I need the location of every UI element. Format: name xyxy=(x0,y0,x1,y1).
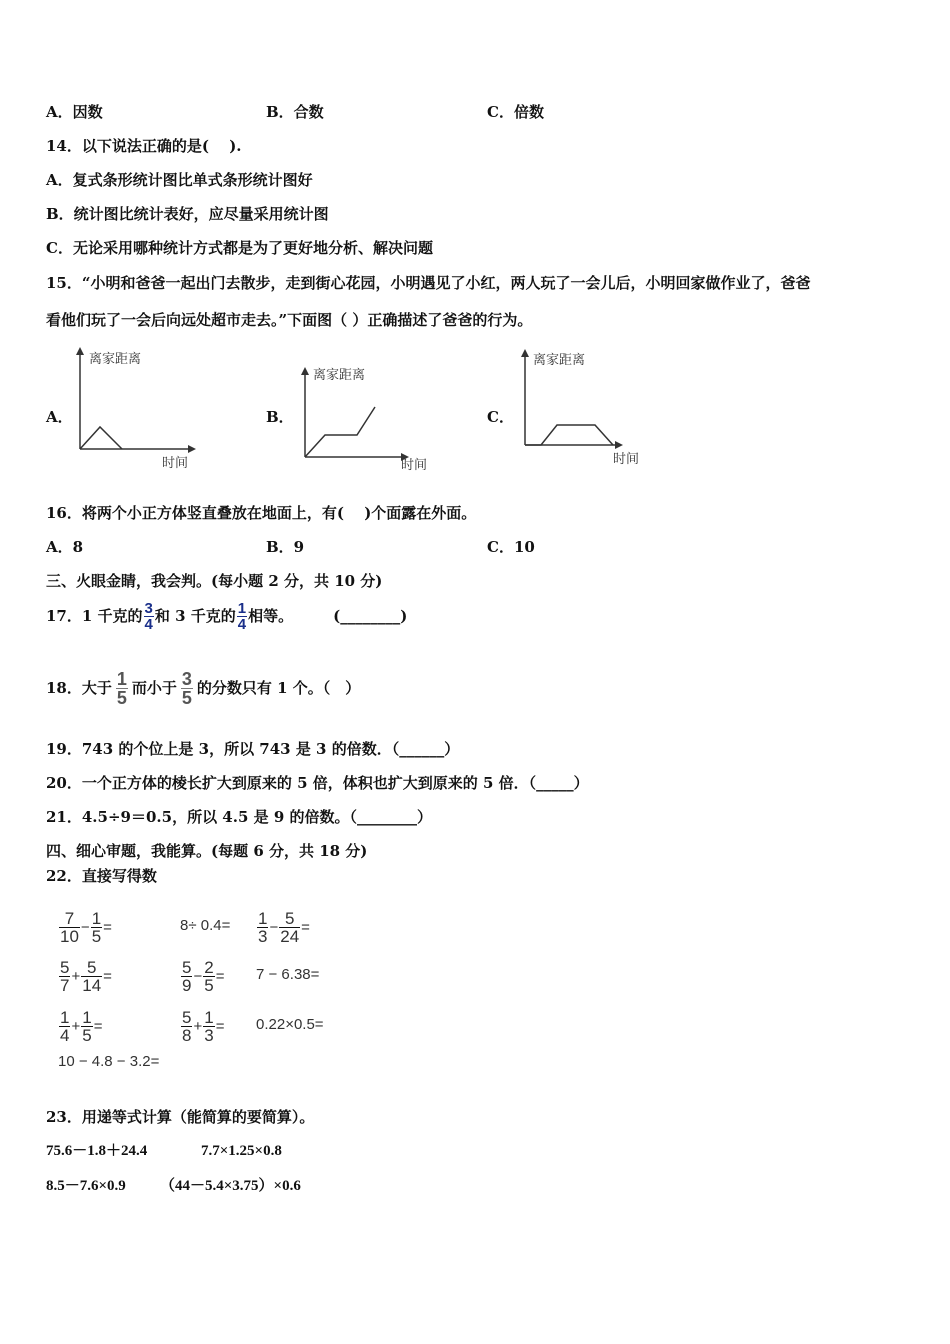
q18-fraction-1-denominator: 5 xyxy=(116,687,127,708)
q17-answer-blank[interactable]: (________) xyxy=(333,607,408,625)
denominator: 14 xyxy=(82,975,102,995)
numerator: 7 xyxy=(64,908,75,928)
q22-expression-2: 8÷ 0.4= xyxy=(180,917,231,934)
q15-stem-line1: 15．“小明和爸爸一起出门去散步，走到街心花园，小明遇见了小红，两人玩了一会儿后，小明回家做作业了，爸爸 xyxy=(46,274,811,292)
q13-option-b: B．合数 xyxy=(266,103,324,121)
q18 xyxy=(46,655,360,721)
q22-e4-fraction-b xyxy=(81,959,102,994)
q15-graph-c-y-label: 离家距离 xyxy=(533,353,586,368)
equals: = xyxy=(103,967,112,985)
q19: 19．743 的个位上是 3，所以 743 是 3 的倍数．（______） xyxy=(46,740,460,758)
numerator: 5 xyxy=(60,957,70,977)
operator: + xyxy=(71,967,81,985)
denominator: 8 xyxy=(182,1025,192,1045)
q22-e7-fraction-a xyxy=(59,1009,70,1044)
q13-option-a: A．因数 xyxy=(46,103,103,121)
equals: = xyxy=(215,967,225,985)
q22-expression-10: 10 − 4.8 − 3.2= xyxy=(58,1053,160,1070)
q18-fraction-2-denominator: 5 xyxy=(181,687,192,708)
q15-label-c: C． xyxy=(487,408,514,426)
q14-option-b: B．统计图比统计表好，应尽量采用统计图 xyxy=(46,205,329,223)
q22-expression-1 xyxy=(58,905,112,949)
q18-text-2: 而小于 xyxy=(131,679,177,697)
denominator: 5 xyxy=(91,926,102,946)
q17-fraction-2 xyxy=(237,601,247,632)
q13-option-c: C．倍数 xyxy=(487,103,544,121)
q22-e5-fraction-a xyxy=(181,959,192,994)
q15-stem-line2: 看他们玩了一会后向远处超市走去。”下面图（ ）正确描述了爸爸的行为。 xyxy=(46,311,533,329)
numerator: 5 xyxy=(86,957,97,977)
denominator: 10 xyxy=(60,926,79,946)
denominator: 5 xyxy=(82,1025,92,1045)
q17-text-2: 和 3 千克的 xyxy=(154,607,236,625)
numerator: 1 xyxy=(60,1007,70,1027)
q15-graph-b-y-label: 离家距离 xyxy=(313,368,366,383)
numerator: 5 xyxy=(284,908,295,928)
q22-e4-fraction-a xyxy=(59,959,70,994)
q23-expression-2: 7.7×1.25×0.8 xyxy=(201,1143,282,1159)
denominator: 5 xyxy=(204,975,214,995)
numerator: 1 xyxy=(82,1007,92,1027)
denominator: 9 xyxy=(182,975,192,995)
q22-expression-6: 7 − 6.38= xyxy=(256,966,320,983)
numerator: 5 xyxy=(182,957,192,977)
q17 xyxy=(46,593,407,639)
q22-e3-fraction-a xyxy=(257,910,268,945)
q23-expression-4: （44－5.4×3.75）×0.6 xyxy=(160,1178,301,1194)
numerator: 1 xyxy=(258,908,268,928)
section-4-heading: 四、细心审题，我能算。(每题 6 分，共 18 分) xyxy=(46,842,368,860)
q18-fraction-2 xyxy=(181,670,193,707)
q16-option-a: A．8 xyxy=(46,538,84,556)
q16-option-c: C．10 xyxy=(487,538,535,556)
numerator: 2 xyxy=(204,957,214,977)
equals: = xyxy=(103,918,112,936)
operator: − xyxy=(269,918,279,936)
q15-graph-a xyxy=(70,345,210,470)
q14-option-c: C．无论采用哪种统计方式都是为了更好地分析、解决问题 xyxy=(46,239,433,257)
equals: = xyxy=(301,918,310,936)
denominator: 3 xyxy=(204,1025,214,1045)
q18-fraction-1-numerator: 1 xyxy=(116,668,127,689)
q18-fraction-2-numerator: 3 xyxy=(181,668,192,689)
q18-fraction-1 xyxy=(116,670,128,707)
q22-expression-8 xyxy=(180,1004,224,1048)
denominator: 4 xyxy=(60,1025,70,1045)
q15-graph-c-x-label: 时间 xyxy=(613,452,640,467)
equals: = xyxy=(215,1017,225,1035)
q22-expression-3 xyxy=(256,905,310,949)
numerator: 1 xyxy=(204,1007,214,1027)
q17-text-3: 相等。 xyxy=(248,607,294,625)
q16-stem: 16．将两个小正方体竖直叠放在地面上，有( )个面露在外面。 xyxy=(46,504,477,522)
operator: − xyxy=(193,967,203,985)
denominator: 3 xyxy=(258,926,268,946)
numerator: 1 xyxy=(91,908,102,928)
q17-fraction-1-numerator: 3 xyxy=(144,599,153,617)
q23-stem: 23．用递等式计算（能简算的要简算）。 xyxy=(46,1108,315,1126)
q15-graph-a-x-label: 时间 xyxy=(162,456,189,470)
q17-fraction-1-denominator: 4 xyxy=(144,615,153,633)
q22-expression-4 xyxy=(58,954,112,998)
q15-label-a: A． xyxy=(46,408,73,426)
denominator: 24 xyxy=(280,926,300,946)
q22-e1-fraction-b xyxy=(91,910,102,945)
section-3-heading: 三、火眼金睛，我会判。(每小题 2 分，共 10 分) xyxy=(46,572,383,590)
q22-e3-fraction-b xyxy=(279,910,300,945)
q14-stem: 14．以下说法正确的是( ). xyxy=(46,137,242,155)
numerator: 5 xyxy=(182,1007,192,1027)
q15-label-b: B． xyxy=(266,408,294,426)
operator: − xyxy=(80,918,90,936)
q16-option-b: B．9 xyxy=(266,538,305,556)
q23-expression-1: 75.6－1.8＋24.4 xyxy=(46,1143,148,1159)
denominator: 7 xyxy=(60,975,70,995)
q17-text-1: 17．1 千克的 xyxy=(46,607,143,625)
q20: 20．一个正方体的棱长扩大到原来的 5 倍，体积也扩大到原来的 5 倍．（_____） xyxy=(46,774,589,792)
q15-graph-a-y-label: 离家距离 xyxy=(89,352,142,367)
q22-expression-5 xyxy=(180,954,224,998)
q18-text-1: 18．大于 xyxy=(46,679,112,697)
q22-e7-fraction-b xyxy=(81,1009,92,1044)
q22-stem: 22．直接写得数 xyxy=(46,867,157,885)
q18-text-3: 的分数只有 1 个。（ ） xyxy=(196,679,361,697)
operator: + xyxy=(193,1017,203,1035)
q22-e8-fraction-a xyxy=(181,1009,192,1044)
operator: + xyxy=(71,1017,81,1035)
q21: 21．4.5÷9＝0.5，所以 4.5 是 9 的倍数。（________） xyxy=(46,808,432,826)
q15-graph-b-x-label: 时间 xyxy=(401,458,428,473)
q17-fraction-2-denominator: 4 xyxy=(237,615,247,633)
q15-graph-b xyxy=(295,357,440,475)
q15-graph-c xyxy=(513,345,658,470)
q22-expression-9: 0.22×0.5= xyxy=(256,1016,324,1033)
q14-option-a: A．复式条形统计图比单式条形统计图好 xyxy=(46,171,313,189)
q23-expression-3: 8.5－7.6×0.9 xyxy=(46,1178,126,1194)
q22-e1-fraction-a xyxy=(59,910,80,945)
q17-fraction-2-numerator: 1 xyxy=(237,599,247,617)
q22-expression-7 xyxy=(58,1004,102,1048)
q17-fraction-1 xyxy=(144,601,154,632)
q22-e8-fraction-b xyxy=(203,1009,214,1044)
equals: = xyxy=(93,1017,103,1035)
q22-e5-fraction-b xyxy=(203,959,214,994)
